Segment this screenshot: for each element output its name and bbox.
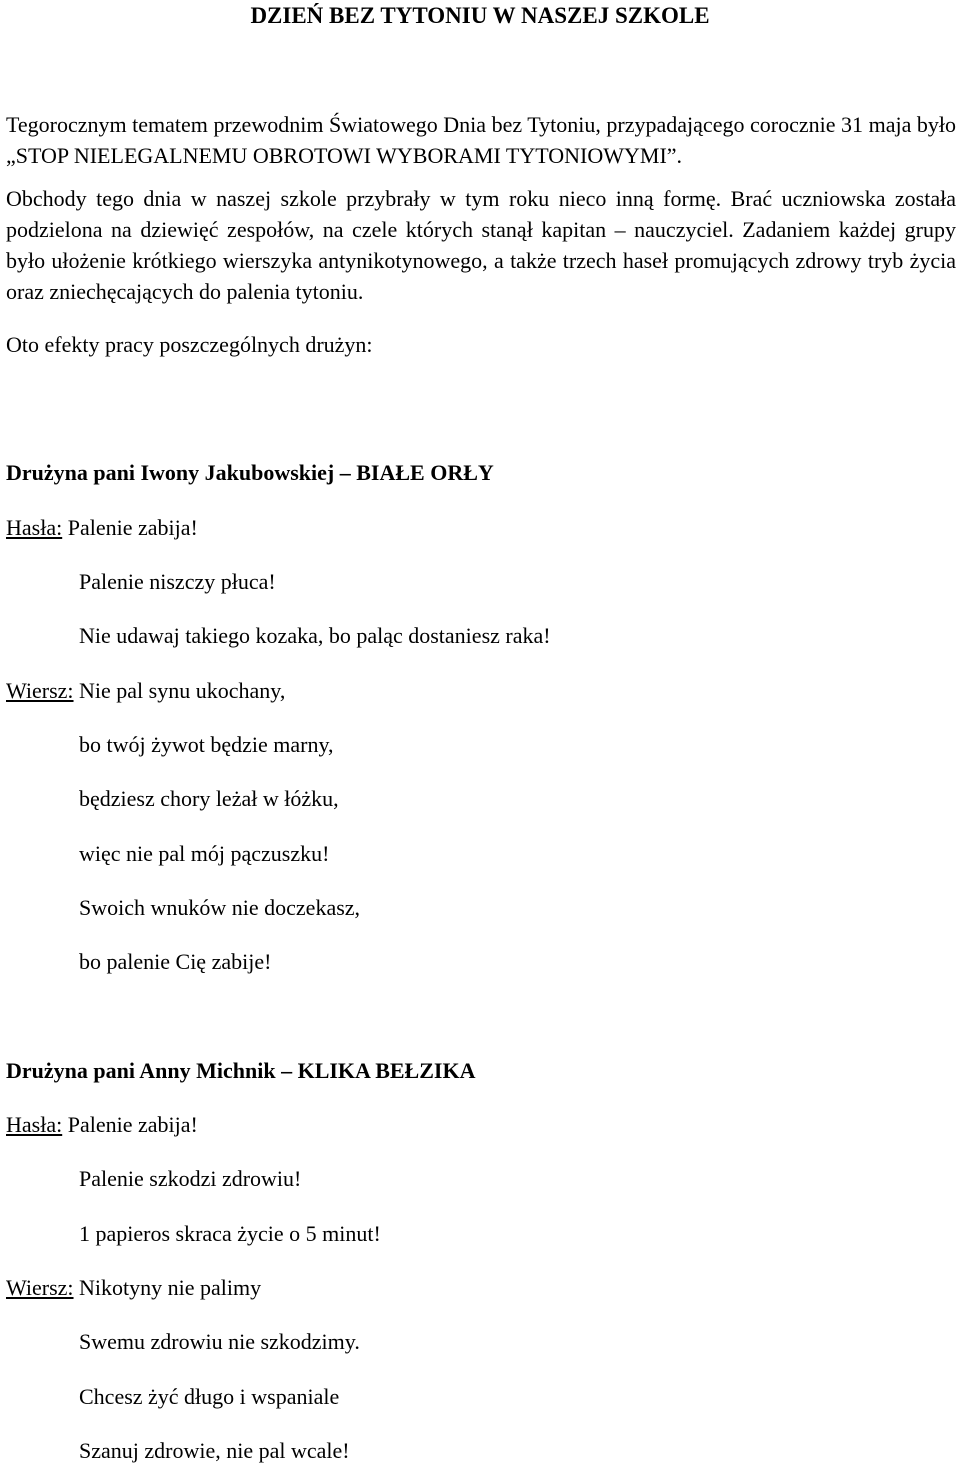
page-title: DZIEŃ BEZ TYTONIU W NASZEJ SZKOLE bbox=[250, 3, 710, 28]
poem-text: Nie pal synu ukochany, bbox=[79, 678, 286, 703]
team-heading-1: Drużyna pani Iwony Jakubowskiej – BIAŁE ORŁY bbox=[6, 460, 494, 485]
slogan-text: 1 papieros skraca życie o 5 minut! bbox=[79, 1221, 381, 1246]
poem-label: Wiersz: bbox=[6, 1275, 74, 1300]
intro-paragraph-2: Obchody tego dnia w naszej szkole przybrały w tym roku nieco inną formę. Brać uczniowska została podzielona na dziewięć zespołów, na czele których stanął kapitan – nauczyciel. Zadaniem każdej grupy było ułożenie krótkiego wierszyka antynikotynowego, a także trzech haseł promujących zdrowy tryb życia oraz zniechęcających do palenia tytoniu. bbox=[6, 186, 956, 304]
slogan-text: Nie udawaj takiego kozaka, bo paląc dostaniesz raka! bbox=[79, 623, 551, 648]
poem-text: Chcesz żyć długo i wspaniale bbox=[79, 1384, 340, 1409]
slogans-label: Hasła: bbox=[6, 515, 63, 540]
poem-text: Swemu zdrowiu nie szkodzimy. bbox=[79, 1329, 360, 1354]
slogan-line bbox=[6, 1111, 198, 1139]
intro-paragraph-1: Tegorocznym tematem przewodnim Światowego Dnia bez Tytoniu, przypadającego corocznie 31 maja było „STOP NIELEGALNEMU OBROTOWI WYBORAMI TYTONIOWYMI”. bbox=[6, 112, 956, 168]
slogan-text: Palenie zabija! bbox=[67, 515, 198, 540]
poem-line bbox=[6, 677, 285, 705]
poem-text: Swoich wnuków nie doczekasz, bbox=[79, 895, 361, 920]
slogan-line bbox=[6, 514, 198, 542]
poem-text: bo palenie Cię zabije! bbox=[79, 949, 272, 974]
slogan-text: Palenie szkodzi zdrowiu! bbox=[79, 1166, 302, 1191]
poem-label: Wiersz: bbox=[6, 678, 74, 703]
slogan-text: Palenie zabija! bbox=[67, 1112, 198, 1137]
intro-paragraph-3: Oto efekty pracy poszczególnych drużyn: bbox=[6, 332, 373, 357]
slogans-label: Hasła: bbox=[6, 1112, 63, 1137]
poem-text: Szanuj zdrowie, nie pal wcale! bbox=[79, 1438, 350, 1463]
slogan-text: Palenie niszczy płuca! bbox=[79, 569, 276, 594]
team-heading-2: Drużyna pani Anny Michnik – KLIKA BEŁZIKA bbox=[6, 1058, 476, 1083]
poem-text: więc nie pal mój pączuszku! bbox=[79, 841, 330, 866]
intro-section bbox=[6, 109, 956, 360]
poem-line bbox=[6, 1274, 261, 1302]
poem-text: będziesz chory leżał w łóżku, bbox=[79, 786, 339, 811]
poem-text: bo twój żywot będzie marny, bbox=[79, 732, 334, 757]
poem-text: Nikotyny nie palimy bbox=[79, 1275, 262, 1300]
